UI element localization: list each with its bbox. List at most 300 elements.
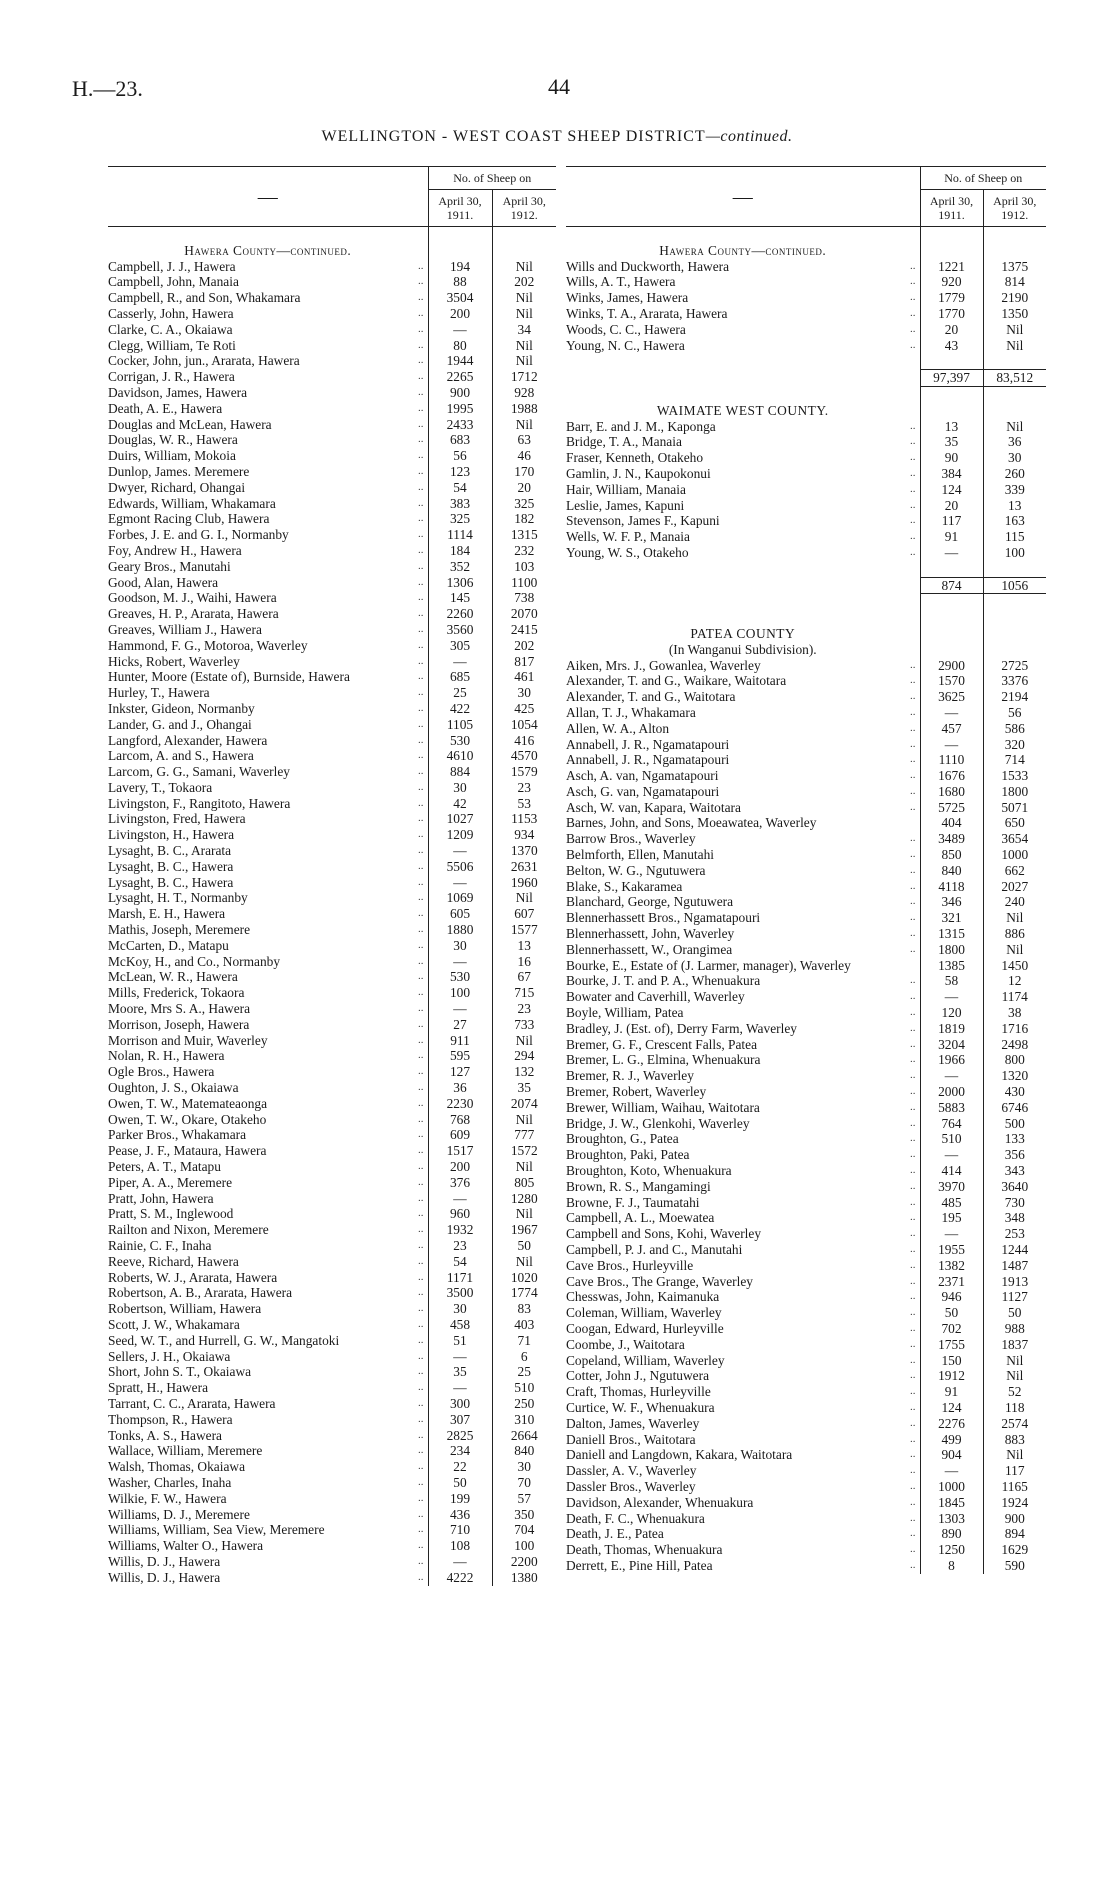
owner-name: Goodson, M. J., Waihi, Hawera	[108, 590, 277, 606]
owner-name-cell	[108, 1443, 428, 1459]
owner-name: Bourke, E., Estate of (J. Larmer, manager), Waverley	[566, 957, 851, 973]
sheep-1911: 1221	[920, 259, 983, 275]
leader-dots: ..	[418, 1002, 424, 1015]
owner-name-cell	[566, 1526, 920, 1542]
table-row	[108, 638, 556, 654]
leader-dots: ..	[418, 1207, 424, 1220]
empty-cell	[566, 353, 920, 369]
leader-dots: ..	[418, 1144, 424, 1157]
sheep-1912: 50	[1008, 1305, 1022, 1321]
sheep-1911: 234	[428, 1443, 492, 1459]
owner-name: Moore, Mrs S. A., Hawera	[108, 1001, 251, 1017]
total-1912: 1056	[983, 577, 1046, 594]
owner-name-cell	[566, 1432, 920, 1448]
empty-cell	[983, 594, 1046, 610]
leader-dots: ..	[418, 828, 424, 841]
sheep-1911: 5725	[920, 800, 983, 816]
table-row	[566, 737, 1046, 753]
owner-name-cell	[566, 1021, 920, 1037]
leader-dots: ..	[418, 1460, 424, 1473]
owner-name: Death, A. E., Hawera	[108, 400, 223, 416]
owner-name: Gamlin, J. N., Kaupokonui	[566, 465, 711, 481]
owner-name-cell	[108, 496, 428, 512]
owner-name: Walsh, Thomas, Okaiawa	[108, 1459, 246, 1475]
owner-name: Broughton, Koto, Whenuakura	[566, 1163, 732, 1179]
leader-dots: ..	[910, 1085, 916, 1098]
leader-dots: ..	[418, 464, 424, 477]
owner-name: Reeve, Richard, Hawera	[108, 1253, 239, 1269]
owner-name: Bradley, J. (Est. of), Derry Farm, Waverley	[566, 1020, 797, 1036]
leader-dots: ..	[418, 401, 424, 414]
table-row	[566, 989, 1046, 1005]
owner-name: Spratt, H., Hawera	[108, 1380, 209, 1396]
sheep-1912: 738	[514, 590, 535, 606]
leader-dots: ..	[418, 1033, 424, 1046]
leader-dots: ..	[910, 1306, 916, 1319]
leader-dots: ..	[910, 1227, 916, 1240]
owner-name-cell	[566, 1337, 920, 1353]
owner-name: Leslie, James, Kapuni	[566, 497, 685, 513]
owner-name: Davidson, Alexander, Whenuakura	[566, 1494, 754, 1510]
owner-name: Lysaght, H. T., Normanby	[108, 890, 248, 906]
owner-name: Clarke, C. A., Okaiawa	[108, 321, 233, 337]
owner-name: Willis, D. J., Hawera	[108, 1553, 221, 1569]
sheep-1912: Nil	[515, 337, 533, 353]
table-row	[566, 910, 1046, 926]
left-table-body	[108, 227, 556, 1586]
leader-dots: ..	[418, 1302, 424, 1315]
sheep-1911: 1303	[920, 1511, 983, 1527]
empty-cell	[566, 577, 920, 594]
sheep-1912: 46	[517, 448, 531, 464]
sheep-1911: 36	[428, 1080, 492, 1096]
leader-dots: ..	[910, 1148, 916, 1161]
empty-cell	[920, 353, 983, 369]
empty-cell	[983, 642, 1046, 658]
leader-dots: ..	[910, 1069, 916, 1082]
table-row	[108, 1112, 556, 1128]
table-row	[566, 1210, 1046, 1226]
owner-name-cell	[108, 369, 428, 385]
owner-name: Campbell, P. J. and C., Manutahi	[566, 1242, 743, 1257]
owner-name: Mills, Frederick, Tokaora	[108, 985, 245, 1001]
leader-dots: ..	[910, 1179, 916, 1192]
sheep-1912: 1380	[510, 1569, 538, 1585]
owner-name: Tarrant, C. C., Ararata, Hawera	[108, 1395, 276, 1411]
owner-name: Pease, J. F., Mataura, Hawera	[108, 1143, 267, 1159]
sheep-1912: 1487	[1001, 1257, 1029, 1273]
owner-name-cell	[108, 306, 428, 322]
sheep-1911: 20	[920, 498, 983, 514]
section-title: PATEA COUNTY	[566, 626, 920, 642]
owner-name: Lander, G. and J., Ohangai	[108, 716, 252, 732]
right-column	[566, 166, 1046, 1574]
table-row	[566, 434, 1046, 450]
table-row	[108, 717, 556, 733]
leader-dots: ..	[910, 1369, 916, 1382]
owner-name-cell	[108, 575, 428, 591]
owner-name: Owen, T. W., Okare, Otakeho	[108, 1111, 267, 1127]
table-row	[566, 1005, 1046, 1021]
owner-name-cell	[108, 1096, 428, 1112]
leader-dots: ..	[418, 1570, 424, 1583]
total-1911: 874	[920, 577, 983, 594]
sheep-1911: —	[428, 1349, 492, 1365]
owner-name-cell	[108, 1301, 428, 1317]
leader-dots: ..	[418, 354, 424, 367]
owner-name: Seed, W. T., and Hurrell, G. W., Mangatoki	[108, 1332, 340, 1348]
sheep-1912: 1370	[510, 843, 538, 859]
section-title: Hawera County—continued.	[566, 243, 920, 259]
owner-name: Larcom, G. G., Samani, Waverley	[108, 764, 290, 780]
leader-dots: ..	[910, 1211, 916, 1224]
sheep-1911: 422	[428, 701, 492, 717]
sheep-1912: 730	[1004, 1194, 1025, 1210]
sheep-1912: 403	[514, 1316, 535, 1332]
sheep-1911: 307	[428, 1412, 492, 1428]
table-row	[108, 464, 556, 480]
sheep-1911: —	[428, 1380, 492, 1396]
owner-name: Blennerhassett, John, Waverley	[566, 926, 735, 942]
leader-dots: ..	[910, 1037, 916, 1050]
owner-name-cell	[108, 464, 428, 480]
table-row	[566, 926, 1046, 942]
owner-name: Larcom, A. and S., Hawera	[108, 748, 254, 764]
owner-name-cell	[108, 401, 428, 417]
owner-name: Curtice, W. F., Whenuakura	[566, 1399, 715, 1415]
owner-name-cell	[108, 859, 428, 875]
sheep-1912: 733	[514, 1016, 535, 1032]
sheep-1911: 30	[428, 780, 492, 796]
table-row	[108, 654, 556, 670]
title-suffix: —continued.	[705, 128, 793, 145]
sheep-1911: 1105	[428, 717, 492, 733]
table-row	[566, 1021, 1046, 1037]
sheep-1912: 988	[1004, 1320, 1025, 1336]
owner-name: Lysaght, B. C., Hawera	[108, 874, 234, 890]
owner-name-cell	[108, 811, 428, 827]
leader-dots: ..	[910, 1353, 916, 1366]
sheep-1911: 100	[428, 985, 492, 1001]
owner-name: Allen, W. A., Alton	[566, 720, 670, 736]
table-row	[108, 1127, 556, 1143]
table-row	[566, 879, 1046, 895]
leader-dots: ..	[418, 1223, 424, 1236]
leader-dots: ..	[418, 1254, 424, 1267]
owner-name-cell	[566, 338, 920, 354]
owner-name-cell	[108, 1475, 428, 1491]
empty-cell	[566, 386, 920, 402]
sheep-1911: 2433	[428, 417, 492, 433]
sheep-1912: 339	[1004, 481, 1025, 497]
table-row	[566, 1195, 1046, 1211]
sheep-1911: 1955	[920, 1242, 983, 1258]
owner-name: Hicks, Robert, Waverley	[108, 653, 240, 669]
leader-dots: ..	[418, 1081, 424, 1094]
table-row	[566, 752, 1046, 768]
leader-dots: ..	[418, 433, 424, 446]
sheep-1911: 2260	[428, 606, 492, 622]
sheep-1911: 25	[428, 685, 492, 701]
table-row	[108, 1522, 556, 1538]
empty-cell	[983, 227, 1046, 243]
empty-cell	[920, 386, 983, 402]
owner-name-cell	[566, 1052, 920, 1068]
leader-dots: ..	[910, 259, 916, 272]
table-row	[108, 338, 556, 354]
table-row	[108, 1285, 556, 1301]
spacer-row	[566, 610, 1046, 626]
sheep-1912: 38	[1008, 1005, 1022, 1021]
owner-name: Bridge, T. A., Manaia	[566, 434, 682, 450]
table-row	[108, 1428, 556, 1444]
sheep-1911: 321	[920, 910, 983, 926]
sheep-1912: 34	[517, 321, 531, 337]
section-heading	[108, 243, 556, 259]
sheep-1912: 714	[1004, 752, 1025, 768]
sheep-1911: 13	[920, 419, 983, 435]
owner-name: Broughton, G., Patea	[566, 1131, 679, 1147]
owner-name: Langford, Alexander, Hawera	[108, 732, 268, 748]
owner-name: Nolan, R. H., Hawera	[108, 1048, 225, 1064]
sheep-1911: 300	[428, 1396, 492, 1412]
sheep-1911: 890	[920, 1526, 983, 1542]
owner-name-cell	[108, 796, 428, 812]
sheep-1911: 199	[428, 1491, 492, 1507]
leader-dots: ..	[910, 1400, 916, 1413]
leader-dots: ..	[418, 765, 424, 778]
sheep-1911: 404	[920, 815, 983, 831]
sheep-1912: 132	[514, 1064, 535, 1080]
table-row	[566, 1052, 1046, 1068]
empty-cell	[983, 353, 1046, 369]
sheep-1912: Nil	[515, 290, 533, 306]
sheep-1912: 16	[517, 953, 531, 969]
owner-name: Copeland, William, Waverley	[566, 1352, 725, 1368]
owner-name-cell	[108, 322, 428, 338]
owner-name-cell	[566, 1384, 920, 1400]
sheep-1911: —	[428, 1191, 492, 1207]
sheep-1911: 384	[920, 466, 983, 482]
sheep-1911: —	[920, 989, 983, 1005]
sheep-1912: 253	[1004, 1226, 1025, 1242]
sheep-1912: 1100	[511, 574, 538, 590]
leader-dots: ..	[418, 1444, 424, 1457]
sheep-1911: 946	[920, 1289, 983, 1305]
sheep-1911: 108	[428, 1538, 492, 1554]
owner-name: Hammond, F. G., Motoroa, Waverley	[108, 637, 308, 653]
empty-cell	[920, 227, 983, 243]
table-row	[108, 559, 556, 575]
sheep-1911: 710	[428, 1522, 492, 1538]
sheep-1911: —	[428, 654, 492, 670]
table-row	[566, 545, 1046, 561]
owner-name-cell	[566, 1463, 920, 1479]
sheep-1911: 683	[428, 432, 492, 448]
spacer-row	[566, 594, 1046, 610]
sheep-1912: 430	[1004, 1084, 1025, 1100]
sheep-1911: 1819	[920, 1021, 983, 1037]
owner-name: Railton and Nixon, Meremere	[108, 1222, 269, 1238]
sheep-1912: 1924	[1001, 1494, 1029, 1510]
owner-name: Dassler, A. V., Waverley	[566, 1463, 697, 1479]
table-row	[108, 685, 556, 701]
table-row	[108, 1491, 556, 1507]
sheep-1912: 886	[1004, 926, 1025, 942]
sheep-1912: 12	[1008, 973, 1022, 989]
leader-dots: ..	[910, 1195, 916, 1208]
owner-name-cell	[108, 448, 428, 464]
sheep-1911: 80	[428, 338, 492, 354]
leader-dots: ..	[910, 911, 916, 924]
owner-name: Broughton, Paki, Patea	[566, 1147, 690, 1163]
owner-name: Cave Bros., The Grange, Waverley	[566, 1273, 753, 1289]
sheep-1912: 13	[517, 937, 531, 953]
sheep-1912: 260	[1004, 465, 1025, 481]
leader-dots: ..	[910, 927, 916, 940]
owner-name-cell	[108, 638, 428, 654]
leader-dots: ..	[910, 1337, 916, 1350]
table-row	[566, 1068, 1046, 1084]
leader-dots: ..	[418, 417, 424, 430]
sheep-count-header: No. of Sheep on	[428, 167, 556, 190]
sheep-1912: 182	[514, 511, 535, 527]
sheep-1912: 2200	[510, 1553, 538, 1569]
owner-name-cell	[566, 482, 920, 498]
page-title	[0, 128, 1114, 146]
owner-name-cell	[108, 1143, 428, 1159]
sheep-1912: Nil	[515, 1032, 533, 1048]
sheep-1911: 595	[428, 1048, 492, 1064]
owner-name: Pratt, John, Hawera	[108, 1190, 214, 1206]
leader-dots: ..	[910, 1116, 916, 1129]
owner-name: Pratt, S. M., Inglewood	[108, 1206, 234, 1222]
leader-dots: ..	[910, 832, 916, 845]
sheep-1911: 117	[920, 513, 983, 529]
owner-name-cell	[566, 498, 920, 514]
leader-dots: ..	[910, 306, 916, 319]
leader-dots: ..	[418, 1112, 424, 1125]
owner-name: Livingston, F., Rangitoto, Hawera	[108, 795, 291, 811]
table-row	[108, 1380, 556, 1396]
owner-name: Short, John S. T., Okaiawa	[108, 1364, 252, 1380]
leader-dots: ..	[418, 1017, 424, 1030]
owner-name: Stevenson, James F., Kapuni	[566, 513, 720, 529]
sheep-1912: 23	[517, 779, 531, 795]
sheep-1911: 30	[428, 938, 492, 954]
owner-name: Douglas, W. R., Hawera	[108, 432, 238, 448]
owner-name: Winks, James, Hawera	[566, 290, 689, 306]
sheep-1911: 1800	[920, 942, 983, 958]
owner-name: Alexander, T. and G., Waitotara	[566, 689, 736, 705]
table-row	[108, 1364, 556, 1380]
table-row	[108, 1349, 556, 1365]
owner-name: Campbell, J. J., Hawera	[108, 258, 236, 274]
owner-name-cell	[108, 1001, 428, 1017]
leader-dots: ..	[418, 701, 424, 714]
sheep-1911: 50	[920, 1305, 983, 1321]
spacer-row	[566, 386, 1046, 402]
table-row	[108, 1191, 556, 1207]
sheep-1911: 1676	[920, 768, 983, 784]
owner-name: Douglas and McLean, Hawera	[108, 416, 272, 432]
sheep-1911: 1110	[920, 752, 983, 768]
total-1911: 97,397	[920, 370, 983, 387]
owner-name-cell	[566, 1258, 920, 1274]
sheep-1912: 662	[1004, 862, 1025, 878]
owner-name-cell	[566, 847, 920, 863]
owner-name: Bremer, L. G., Elmina, Whenuakura	[566, 1052, 761, 1068]
leader-dots: ..	[418, 1475, 424, 1488]
owner-name: Asch, G. van, Ngamatapouri	[566, 783, 720, 799]
right-table-body	[566, 227, 1046, 1574]
table-row	[566, 768, 1046, 784]
table-row	[108, 1080, 556, 1096]
owner-name: Bridge, J. W., Glenkohi, Waverley	[566, 1115, 750, 1131]
leader-dots: ..	[418, 449, 424, 462]
owner-name: Wills and Duckworth, Hawera	[566, 258, 730, 274]
table-row	[108, 1475, 556, 1491]
table-row	[566, 466, 1046, 482]
empty-cell	[983, 561, 1046, 577]
sheep-1912: 1716	[1001, 1020, 1029, 1036]
owner-name-cell	[108, 1396, 428, 1412]
owner-name-cell	[108, 1333, 428, 1349]
sheep-1912: Nil	[515, 1111, 533, 1127]
owner-name-cell	[566, 450, 920, 466]
table-row	[108, 1396, 556, 1412]
owner-name-cell	[108, 1554, 428, 1570]
sheep-1911: 685	[428, 669, 492, 685]
owner-name-cell	[108, 1538, 428, 1554]
empty-cell	[920, 594, 983, 610]
owner-name-cell	[108, 385, 428, 401]
owner-name-cell	[108, 748, 428, 764]
sheep-1912: Nil	[515, 305, 533, 321]
owner-name-cell	[108, 1459, 428, 1475]
leader-dots: ..	[910, 1258, 916, 1271]
leader-dots: ..	[418, 1396, 424, 1409]
owner-name: Alexander, T. and G., Waikare, Waitotara	[566, 673, 787, 689]
sheep-1911: 124	[920, 482, 983, 498]
table-row	[566, 1226, 1046, 1242]
table-row	[108, 938, 556, 954]
sheep-1911: 1250	[920, 1542, 983, 1558]
owner-name: Clegg, William, Te Roti	[108, 337, 236, 353]
owner-name: McLean, W. R., Hawera	[108, 969, 238, 985]
sheep-1911: 702	[920, 1321, 983, 1337]
sheep-1912: 1579	[510, 764, 538, 780]
table-row	[108, 290, 556, 306]
table-row	[566, 1479, 1046, 1495]
table-row	[108, 1238, 556, 1254]
owner-name-cell	[566, 879, 920, 895]
owner-name-cell	[566, 1511, 920, 1527]
empty-cell	[983, 610, 1046, 626]
table-row	[108, 1443, 556, 1459]
sheep-1911: 200	[428, 1159, 492, 1175]
owner-name-cell	[108, 890, 428, 906]
sheep-1912: 2631	[510, 858, 538, 874]
owner-name-cell	[108, 1206, 428, 1222]
table-row	[566, 338, 1046, 354]
sheep-1912: 800	[1004, 1052, 1025, 1068]
sheep-1911: —	[920, 705, 983, 721]
sheep-1911: 27	[428, 1017, 492, 1033]
owner-name: Mathis, Joseph, Meremere	[108, 922, 251, 938]
owner-name-cell	[566, 1321, 920, 1337]
sheep-1911: 609	[428, 1127, 492, 1143]
